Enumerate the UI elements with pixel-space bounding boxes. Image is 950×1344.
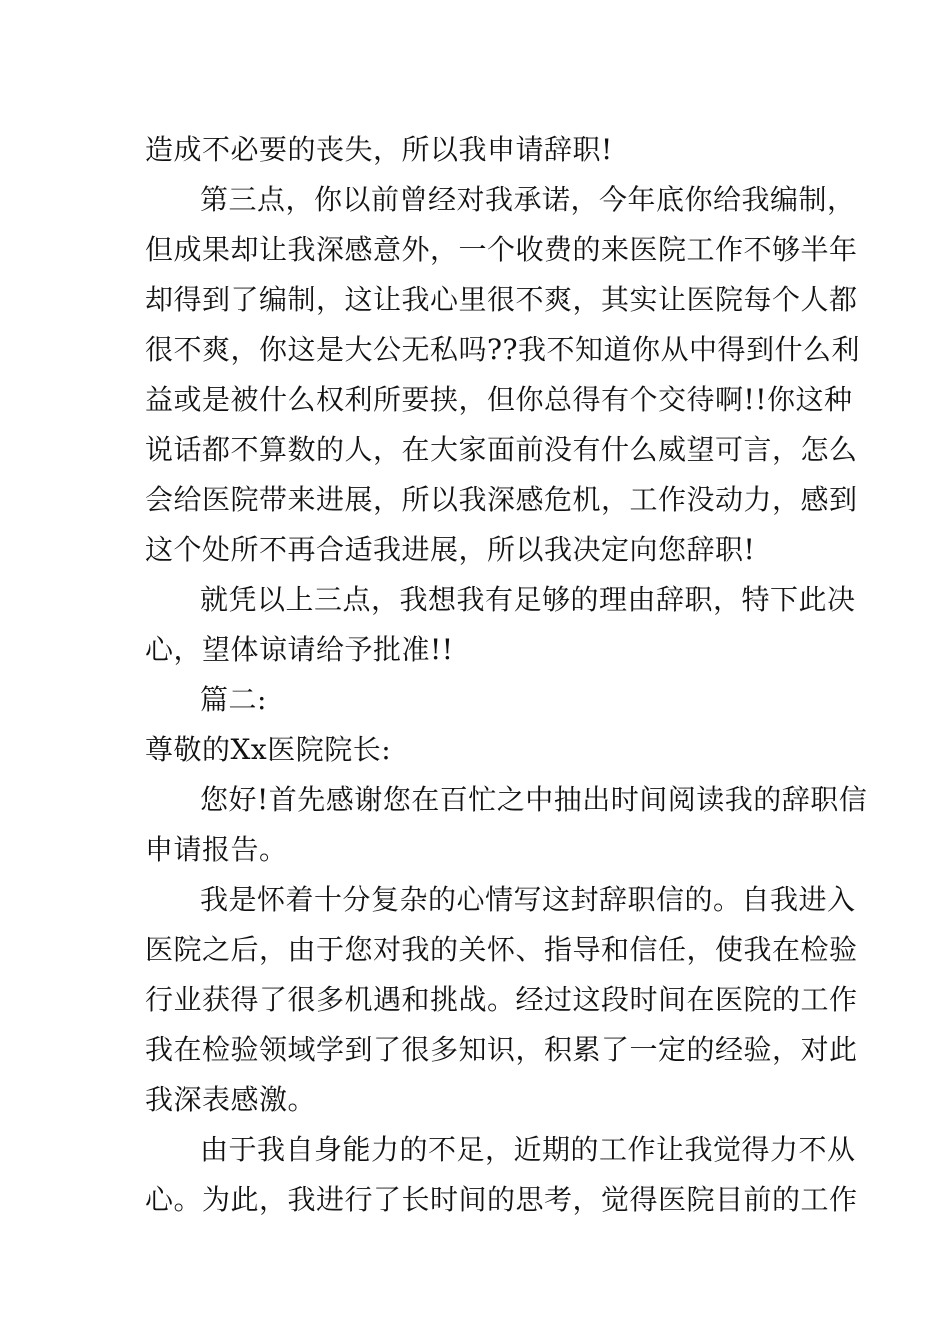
paragraph-first-line: 第三点，你以前曾经对我承诺，今年底你给我编制，	[200, 183, 856, 216]
text-line: 心，望体谅请给予批准!!	[145, 633, 454, 666]
text-line: 很不爽，你这是大公无私吗??我不知道你从中得到什么利	[145, 333, 861, 366]
text-line: 这个处所不再合适我进展，所以我决定向您辞职!	[145, 533, 756, 566]
text-line: 会给医院带来进展，所以我深感危机，工作没动力，感到	[145, 483, 858, 516]
salutation: 尊敬的Xx医院院长:	[145, 733, 392, 766]
text-line: 却得到了编制，这让我心里很不爽，其实让医院每个人都	[145, 283, 858, 316]
text-line: 申请报告。	[145, 833, 288, 866]
text-line: 心。为此，我进行了长时间的思考，觉得医院目前的工作	[145, 1183, 858, 1216]
text-line: 造成不必要的丧失，所以我申请辞职!	[145, 133, 613, 166]
text-line: 益或是被什么权利所要挟，但你总得有个交待啊!!你这种	[145, 383, 853, 416]
text-line: 说话都不算数的人，在大家面前没有什么威望可言，怎么	[145, 433, 858, 466]
text-line: 但成果却让我深感意外，一个收费的来医院工作不够半年	[145, 233, 858, 266]
text-line: 我在检验领域学到了很多知识，积累了一定的经验，对此	[145, 1033, 858, 1066]
section-heading: 篇二:	[200, 683, 267, 716]
paragraph-first-line: 我是怀着十分复杂的心情写这封辞职信的。自我进入	[200, 883, 856, 916]
text-line: 行业获得了很多机遇和挑战。经过这段时间在医院的工作	[145, 983, 858, 1016]
text-line: 医院之后，由于您对我的关怀、指导和信任，使我在检验	[145, 933, 858, 966]
paragraph-first-line: 您好!首先感谢您在百忙之中抽出时间阅读我的辞职信	[200, 783, 868, 816]
paragraph-first-line: 由于我自身能力的不足，近期的工作让我觉得力不从	[200, 1133, 856, 1166]
text-line: 我深表感激。	[145, 1083, 317, 1116]
paragraph-first-line: 就凭以上三点，我想我有足够的理由辞职，特下此决	[200, 583, 856, 616]
